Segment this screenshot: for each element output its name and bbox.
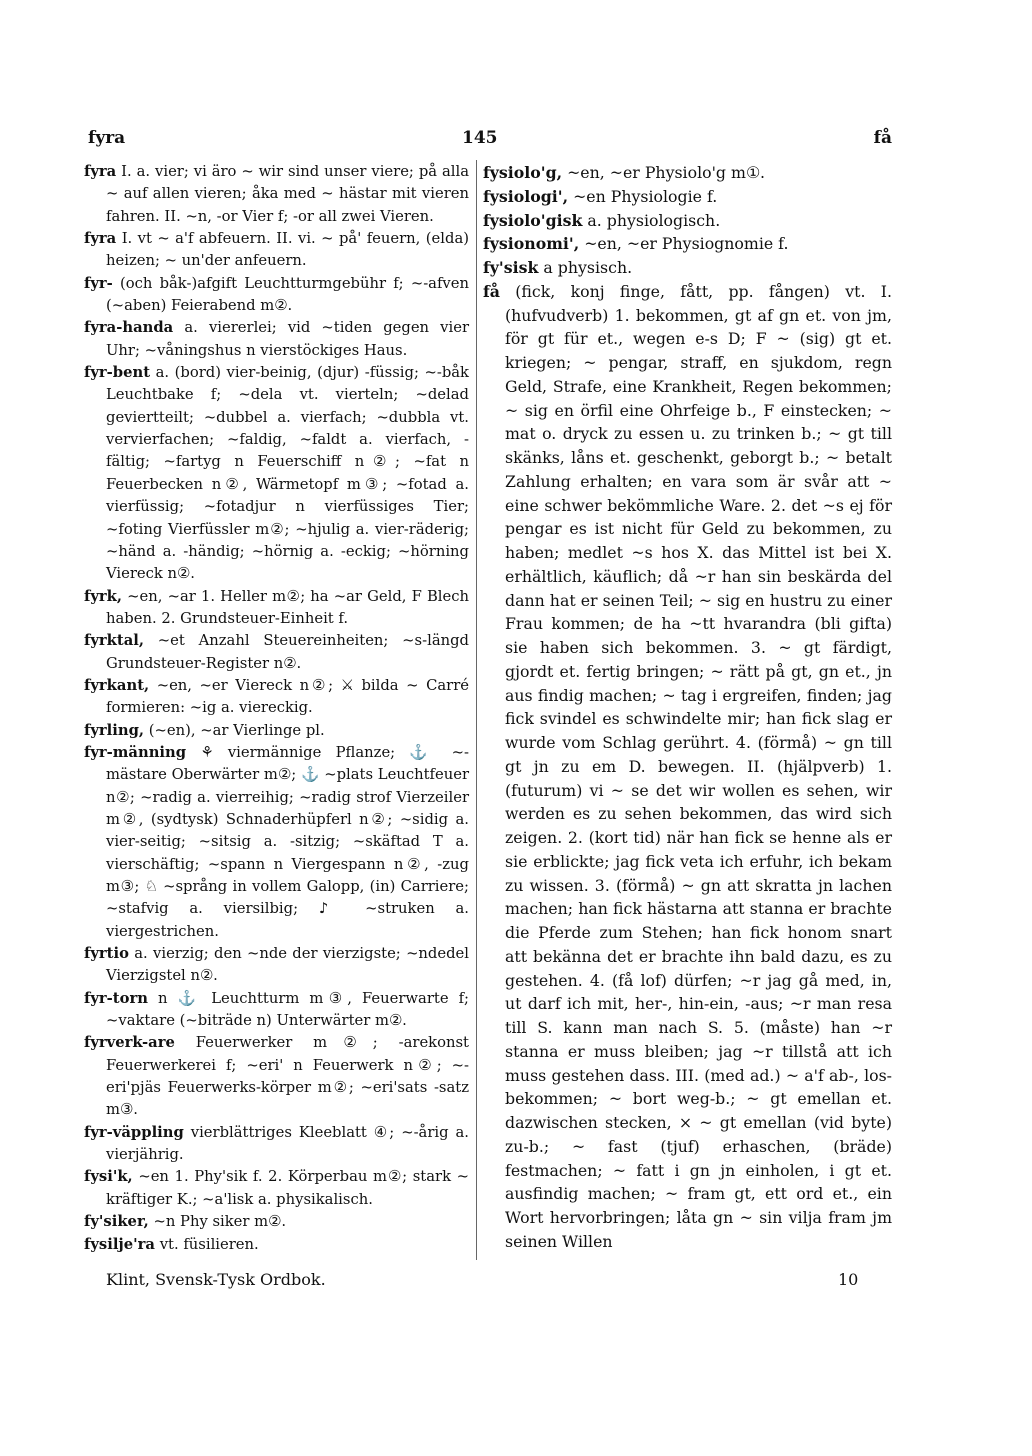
entry-fyrkant: fyrkant, ~en, ~er Viereck n②; ⚔ bilda ~ Carré formieren: ~ig a. viereckig. <box>84 676 469 717</box>
entry-fyrling: fyrling, (~en), ~ar Vierlinge pl. <box>84 721 325 739</box>
entry-fysisk: fy'sisk a physisch. <box>483 258 633 277</box>
entry-fyra-2: fyra I. vt ~ a'f abfeuern. II. vi. ~ på' feuern, (elda) heizen; ~ un'der anfeuern. <box>84 230 469 270</box>
entry-fysiolog: fysiolo'g, ~en, ~er Physiolo'g m①. <box>483 163 766 182</box>
entry-fyrtio: fyrtio a. vierzig; den ~nde der vierzigste; ~ndedel Vierzigstel n②. <box>84 945 469 985</box>
column-divider <box>476 160 477 1260</box>
entry-fyrverk: fyrverk-are Feuerwerker m②; -arekonst Feuerwerkerei f; ~eri' n Feuerwerk n②; ~-eri'pjäs Feuerwerks-körper m②; ~eri'sats -satz m③. <box>84 1034 469 1119</box>
entry-fyra-handa: fyra-handa a. viererlei; vid ~tiden gegen vier Uhr; ~våningshus n vierstöckiges Haus. <box>84 319 469 359</box>
entry-fyr-manning: fyr-männing ⚘ viermännige Pflanze; ⚓ ~-mästare Oberwärter m②; ⚓ ~plats Leuchtfeuer n②; ~radig a. vierreihig; ~radig strof Vierzeiler m②, (sydtysk) Schnaderhüpferl n②; ~sidig a. vier-seitig; ~sitsig a. -sitzig; ~skäftad T a. vierschäftig; ~spann n Viergespann n②, -zug m③; ♘ ~språng in vollem Galopp, (in) Carriere; ~stafvig a. viersilbig; ♪ ~struken a. viergestrichen. <box>84 743 469 940</box>
entry-fysiologisk: fysiolo'gisk a. physiologisch. <box>483 210 721 230</box>
entry-fysik: fysi'k, ~en 1. Phy'sik f. 2. Körperbau m②; stark ~ kräftiger K.; ~a'lisk a. physikalisch. <box>84 1168 469 1208</box>
entry-fyrktal: fyrktal, ~et Anzahl Steuereinheiten; ~s-längd Grundsteuer-Register n②. <box>84 632 469 672</box>
entry-fysiker: fy'siker, ~n Phy siker m②. <box>84 1213 287 1231</box>
footer-book-title: Klint, Svensk-Tysk Ordbok. <box>106 1270 326 1289</box>
entry-fa: få (fick, konj finge, fått, pp. fången) vt. I. (hufvudverb) 1. bekommen, gt af gn et. von jm, för gt für et., wegen e-s D; F ~ (sig) gt et. kriegen; ~ pengar, straff, en sjukdom, regn Geld, Strafe, eine Krankheit, Regen bekommen; ~ sig en örfil eine Ohrfeige b., F einstecken; ~ mat o. dryck zu essen u. zu trinken b.; ~ gt till skänks, låns et. geschenkt, geborgt b.; ~ betalt Zahlung erhalten; en vara som är svår att ~ eine schwer bekömmliche Ware. 2. det ~s ej för pengar es ist nicht für Geld zu bekommen, zu haben; medlet ~s hos X. das Mittel ist bei X. erhältlich, käuflich; då ~r han sin beskärda del dann hat er seinen Teil; ~ sig en hustru zu einer Frau kommen; de ha ~tt hvarandra (bli gifta) sie haben sich bekommen. 3. ~ gt färdigt, gjordt et. fertig bringen; ~ rätt på gt, gn et., jn aus findig machen; ~ tag i ergreifen, finden; jag fick svindel es schwindelte mir; han fick slag er wurde vom Schlag gerührt. 4. (förmå) ~ gn till gt jn zu em D. bewegen. II. (hjälpverb) 1. (futurum) vi ~ se det wir wollen es sehen, wir werden es zu sehen bekommen, das wird sich zeigen. 2. (kort tid) när han fick se henne als er sie erblickte; jag fick veta ich erfuhr, ich bekam zu wissen. 3. (förmå) ~ gn att skratta jn lachen machen; han fick hästarna att stanna er brachte die Pferde zum Stehen; han fick honom snart att bekänna det er brachte ihn bald dazu, es zu gestehen. 4. (få lof) dürfen; ~r jag gå med, in, ut darf ich mit, her-, hin-ein, -aus; ~r man resa till S. kann man nach S. 5. (måste) han ~r stanna er muss bleiben; jag ~r tillstå att ich muss gestehen dass. III. (med ad.) ~ a'f ab-, los-bekommen; ~ bort weg-b.; ~ gt emellan et. dazwischen stecken, × ~ gt emellan (vid byte) zu-b.; ~ fast (tjuf) erhaschen, (bräde) festmachen; ~ fatt i gn jn einholen, i gt et. ausfindig machen; ~ fram gt, ett ord et., ein Wort hervorbringen; låta gn ~ sin vilja fram jm seinen Willen <box>483 281 892 1251</box>
entry-fyr-vappling: fyr-väppling vierblättriges Kleeblatt ④; ~-årig a. vierjährig. <box>84 1123 469 1164</box>
right-column <box>483 161 892 1254</box>
entry-fysiologi: fysiologi', ~en Physiologie f. <box>483 186 718 206</box>
entry-fyr-bent: fyr-bent a. (bord) vier-beinig, (djur) -füssig; ~-båk Leuchtbake f; ~dela vt. vierteln; ~delad geviertteilt; ~dubbel a. vierfach; ~dubbla vt. vervierfachen; ~faldig, ~faldt a. vierfach, -fältig; ~fartyg n Feuerschiff n②; ~fat n Feuerbecken n②, Wärmetopf m③; ~fotad a. vierfüssig; ~fotadjur n vierfüssiges Tier; ~foting Vierfüssler m②; ~hjulig a. vier-räderig; ~händ a. -händig; ~hörnig a. -eckig; ~hörning Viereck n②. <box>84 364 469 583</box>
entry-fyrk: fyrk, ~en, ~ar 1. Heller m②; ha ~ar Geld, F Blech haben. 2. Grundsteuer-Einheit f. <box>84 587 469 627</box>
footer-signature-number: 10 <box>838 1270 859 1289</box>
running-head-left: fyra <box>88 128 126 148</box>
running-head-right: få <box>873 128 892 148</box>
entry-fyr-afgift: fyr- (och båk-)afgift Leuchtturmgebühr f; ~-afven (~aben) Feierabend m②. <box>84 274 469 315</box>
entry-fyra-1: fyra I. a. vier; vi äro ~ wir sind unser viere; på alla ~ auf allen vieren; åka med ~ hästar mit vieren fahren. II. ~n, -or Vier f; -or all zwei Vieren. <box>84 163 469 225</box>
entry-fyr-torn: fyr-torn n ⚓ Leuchtturm m③, Feuerwarte f; ~vaktare (~biträde n) Unterwärter m②. <box>84 989 469 1030</box>
page-number: 145 <box>462 128 498 148</box>
entry-fysiljera: fysilje'ra vt. füsilieren. <box>84 1235 259 1253</box>
left-column <box>84 161 469 1256</box>
entry-fysionomi: fysionomi', ~en, ~er Physiognomie f. <box>483 234 789 254</box>
